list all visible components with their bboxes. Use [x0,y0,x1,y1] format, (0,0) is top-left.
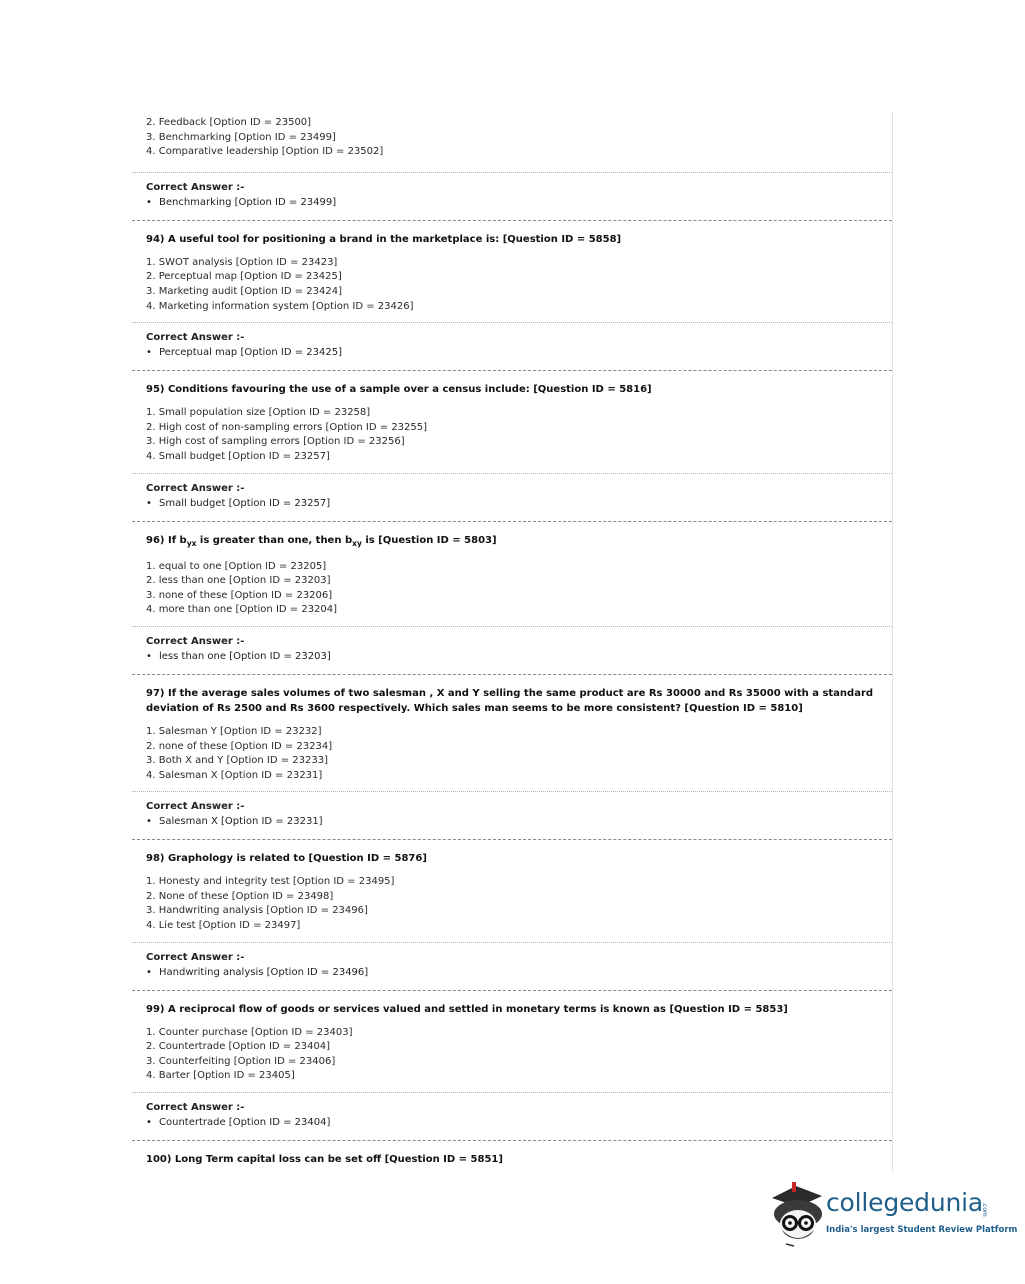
question-100 [132,1141,892,1167]
answer-item: • Countertrade [Option ID = 23404] [146,1117,331,1129]
answer-label: Correct Answer :- [146,635,245,647]
question-text: 100) Long Term capital loss can be set off [Question ID = 5851] [146,1154,503,1166]
option: 2. Perceptual map [Option ID = 23425] [146,271,342,283]
option: 1. Small population size [Option ID = 23258] [146,407,371,419]
answer-item: • less than one [Option ID = 23203] [146,650,331,662]
answer-text: less than one [Option ID = 23203] [159,650,331,662]
question-98 [132,840,892,933]
option: 3. Counterfeiting [Option ID = 23406] [146,1055,336,1067]
question-text: 99) A reciprocal flow of goods or services valued and settled in monetary terms is known as [Question ID = 5853] [146,1003,788,1015]
question-text: 95) Conditions favouring the use of a sample over a census include: [Question ID = 5816] [146,384,652,396]
option: 2. none of these [Option ID = 23234] [146,740,333,752]
answer-item: • Perceptual map [Option ID = 23425] [146,347,343,359]
option: 4. Small budget [Option ID = 23257] [146,450,330,462]
option: 4. Salesman X [Option ID = 23231] [146,769,323,781]
question-97 [132,675,892,783]
question-text: 94) A useful tool for positioning a brand in the marketplace is: [Question ID = 5858] [146,233,622,245]
answer-block [132,173,892,214]
answer-text: Salesman X [Option ID = 23231] [159,816,323,828]
answer-label: Correct Answer :- [146,332,245,344]
answer-item: • Salesman X [Option ID = 23231] [146,816,323,828]
option: 4. Comparative leadership [Option ID = 23502] [146,146,384,158]
answer-block [132,323,892,364]
option: 3. none of these [Option ID = 23206] [146,589,333,601]
mascot-icon [768,1180,828,1250]
answer-block [132,474,892,515]
option: 4. Lie test [Option ID = 23497] [146,920,301,932]
question-text: 96) If $b_{yx}$ is greater than one, then $b_{xy}$ is [Question ID = 5803] [146,534,497,548]
option: 4. Barter [Option ID = 23405] [146,1070,295,1082]
option: 2. High cost of non-sampling errors [Option ID = 23255] [146,421,428,433]
option: 4. more than one [Option ID = 23204] [146,604,338,616]
lead-options [132,112,892,164]
option: 1. SWOT analysis [Option ID = 23423] [146,256,338,268]
logo-wordmark: collegedunia [826,1188,983,1217]
question-99 [132,991,892,1084]
answer-block [132,1093,892,1134]
answer-label: Correct Answer :- [146,482,245,494]
answer-label: Correct Answer :- [146,951,245,963]
answer-text: Benchmarking [Option ID = 23499] [159,196,337,208]
option: 3. Marketing audit [Option ID = 23424] [146,285,342,297]
option: 1. Honesty and integrity test [Option ID = 23495] [146,876,395,888]
question-text: 97) If the average sales volumes of two salesman , X and Y selling the same product are Rs 30000 and Rs 35000 with a standard deviation of Rs 2500 and Rs 3600 respectively. Which sales man seems to be more consistent? [Question ID = 5810] [146,687,874,714]
answer-label: Correct Answer :- [146,1102,245,1114]
option: 2. less than one [Option ID = 23203] [146,575,331,587]
question-94 [132,221,892,314]
logo-com: .com [981,1202,988,1217]
answer-block [132,627,892,668]
option: 3. Both X and Y [Option ID = 23233] [146,755,328,767]
logo-tagline: India's largest Student Review Platform [826,1225,1018,1235]
option: 3. Benchmarking [Option ID = 23499] [146,131,336,143]
option: 1. Counter purchase [Option ID = 23403] [146,1026,353,1038]
answer-text: Perceptual map [Option ID = 23425] [159,347,343,359]
answer-item: • Small budget [Option ID = 23257] [146,497,331,509]
option: 2. None of these [Option ID = 23498] [146,890,334,902]
collegedunia-logo[interactable] [768,1180,1018,1250]
answer-text: Small budget [Option ID = 23257] [159,497,331,509]
question-paper [132,112,893,1172]
answer-text: Countertrade [Option ID = 23404] [159,1117,331,1129]
answer-block [132,792,892,833]
option: 1. Salesman Y [Option ID = 23232] [146,725,322,737]
option: 3. High cost of sampling errors [Option ID = 23256] [146,436,405,448]
option: 3. Handwriting analysis [Option ID = 23496] [146,905,368,917]
option: 1. equal to one [Option ID = 23205] [146,560,327,572]
option: 2. Feedback [Option ID = 23500] [146,117,312,128]
question-text: 98) Graphology is related to [Question ID = 5876] [146,853,427,865]
answer-text: Handwriting analysis [Option ID = 23496] [159,966,369,978]
question-96 [132,522,892,618]
answer-item: • Handwriting analysis [Option ID = 23496] [146,966,369,978]
answer-label: Correct Answer :- [146,181,245,193]
answer-label: Correct Answer :- [146,801,245,813]
answer-item: • Benchmarking [Option ID = 23499] [146,196,337,208]
option: 2. Countertrade [Option ID = 23404] [146,1041,331,1053]
question-95 [132,371,892,464]
answer-block [132,943,892,984]
option: 4. Marketing information system [Option ID = 23426] [146,300,414,312]
